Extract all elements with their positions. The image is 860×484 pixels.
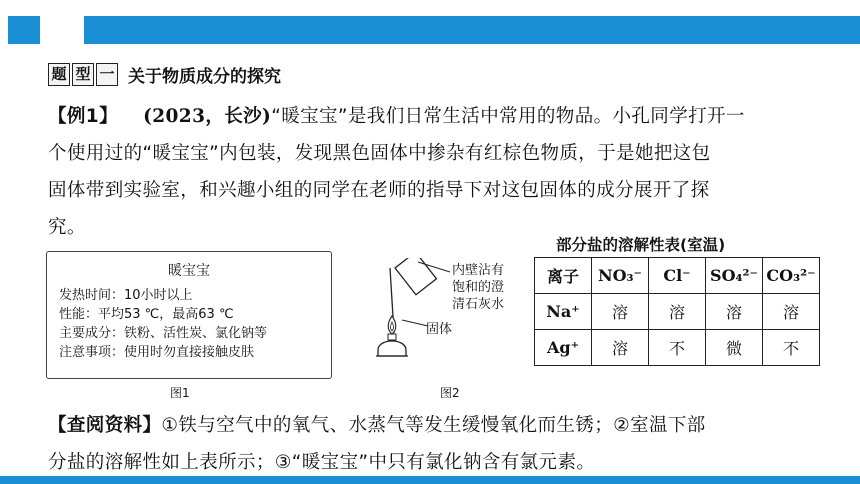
card-title: 暖宝宝 [168,263,210,279]
solubility-table-title: 部分盐的溶解性表(室温) [556,236,726,254]
info-text-1: ①铁与空气中的氧气、水蒸气等发生缓慢氧化而生锈；②室温下部 [161,415,706,436]
solid-pointer-line [402,320,428,326]
table-cell: 溶 [592,294,649,330]
header-accent-square [8,16,40,44]
limewater-label-line: 饱和的澄 [452,280,505,295]
example-line-4: 究。 [48,217,86,238]
info-paragraph [48,407,824,481]
limewater-label [452,262,524,313]
card-line: 发热时间：10小时以上 [59,288,193,303]
table-cell: Ag⁺ [535,330,592,366]
card-line: 注意事项：使用时勿直接接触皮肤 [59,345,255,360]
inverted-beaker [395,258,436,295]
example-line-3: 固体带到实验室，和兴趣小组的同学在老师的指导下对这包固体的成分展开了探 [48,180,710,201]
info-line-2: 分盐的溶解性如上表所示；③“暖宝宝”中只有氯化钠含有氯元素。 [48,452,596,473]
example-text-1: “暖宝宝”是我们日常生活中常用的物品。小孔同学打开一 [271,106,745,127]
table-cell: SO₄²⁻ [706,258,763,294]
solubility-table [534,257,820,366]
table-header-row [535,258,820,294]
footer-accent-bar [0,476,860,484]
figure-2-caption: 图2 [440,386,460,400]
info-label: 【查阅资料】 [48,415,162,436]
example-paragraph [48,98,824,246]
table-cell: 溶 [763,294,820,330]
example-line-1 [48,98,824,135]
limewater-label-line: 内壁沾有 [452,263,505,278]
product-label-card [46,251,332,379]
table-cell: CO₃²⁻ [763,258,820,294]
table-cell: NO₃⁻ [592,258,649,294]
example-source: (2023，长沙) [143,106,272,127]
heading-title: 关于物质成分的探究 [128,67,281,87]
table-row [535,294,820,330]
table-cell: 溶 [706,294,763,330]
table-cell: 不 [649,330,706,366]
card-line: 性能：平均53 ℃，最高63 ℃ [59,307,234,322]
table-row [535,330,820,366]
table-cell: 微 [706,330,763,366]
header-accent-bar [84,16,860,44]
limewater-label-line: 清石灰水 [452,297,505,312]
heading-box-2: 型 [72,63,94,86]
section-heading [48,62,281,87]
table-cell: 离子 [535,258,592,294]
heading-box-3: 一 [96,63,118,86]
solid-label: 固体 [426,322,453,337]
table-cell: Na⁺ [535,294,592,330]
table-cell: 溶 [592,330,649,366]
example-line-2: 个使用过的“暖宝宝”内包装，发现黑色固体中掺杂有红棕色物质，于是她把这包 [48,143,711,164]
info-line-1 [48,407,824,444]
card-line: 主要成分：铁粉、活性炭、氯化钠等 [59,326,268,341]
table-cell: 溶 [649,294,706,330]
alcohol-lamp [378,341,406,356]
figure-1-caption: 图1 [170,386,190,400]
table-cell: Cl⁻ [649,258,706,294]
example-label: 【例1】 [48,106,118,127]
table-cell: 不 [763,330,820,366]
heading-box-1: 题 [48,63,70,86]
